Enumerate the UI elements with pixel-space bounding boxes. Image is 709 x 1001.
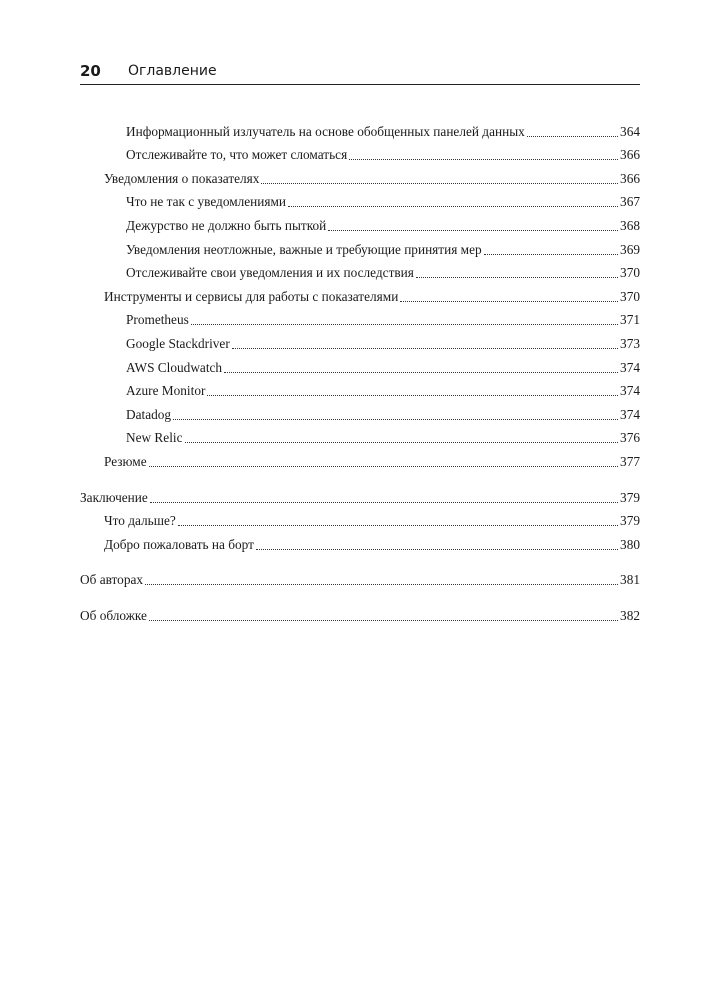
toc-entry[interactable]	[80, 260, 640, 284]
toc-entry[interactable]	[80, 425, 640, 449]
dot-leader	[185, 442, 619, 443]
dot-leader	[349, 159, 618, 160]
dot-leader	[256, 549, 618, 550]
toc-entry-title: Datadog	[126, 406, 172, 422]
toc-entry[interactable]	[80, 354, 640, 378]
toc-entry-title: Об авторах	[80, 572, 144, 588]
toc-entry[interactable]	[80, 602, 640, 626]
dot-leader	[400, 301, 618, 302]
dot-leader	[224, 372, 618, 373]
dot-leader	[145, 584, 618, 585]
dot-leader	[149, 466, 618, 467]
dot-leader	[178, 525, 618, 526]
dot-leader	[173, 419, 618, 420]
toc-entry[interactable]	[80, 484, 640, 508]
dot-leader	[149, 620, 618, 621]
toc-entry-title: Prometheus	[126, 312, 189, 328]
toc-entry-title: Отслеживайте свои уведомления и их последствия	[126, 265, 414, 281]
toc-entry-page: 366	[620, 170, 640, 186]
toc-entry[interactable]	[80, 508, 640, 532]
toc-entry-title: Что не так с уведомлениями	[126, 194, 287, 210]
toc-entry-page: 380	[620, 536, 640, 552]
toc-entry[interactable]	[80, 448, 640, 472]
dot-leader	[484, 254, 618, 255]
toc-entry-page: 374	[620, 406, 640, 422]
toc-entry-title: Azure Monitor	[126, 383, 206, 399]
toc-entry-page: 381	[620, 572, 640, 588]
toc-entry-title: Информационный излучатель на основе обобщенных панелей данных	[126, 123, 525, 139]
toc-entry-page: 367	[620, 194, 640, 210]
toc-entry[interactable]	[80, 165, 640, 189]
dot-leader	[416, 277, 618, 278]
toc-entry[interactable]	[80, 212, 640, 236]
toc-entry-title: Об обложке	[80, 607, 147, 623]
dot-leader	[191, 324, 618, 325]
toc-entry[interactable]	[80, 118, 640, 142]
section-spacer	[80, 472, 640, 484]
toc-entry[interactable]	[80, 142, 640, 166]
toc-entry-title: Заключение	[80, 489, 148, 505]
section-spacer	[80, 590, 640, 602]
toc-entry-title: New Relic	[126, 430, 183, 446]
section-spacer	[80, 555, 640, 567]
dot-leader	[232, 348, 618, 349]
toc-entry[interactable]	[80, 330, 640, 354]
toc-entry-title: Инструменты и сервисы для работы с показателями	[104, 288, 399, 304]
toc-entry-page: 376	[620, 430, 640, 446]
toc-entry[interactable]	[80, 378, 640, 402]
toc-entry-page: 379	[620, 513, 640, 529]
toc-entry-page: 366	[620, 147, 640, 163]
toc-entry-page: 377	[620, 453, 640, 469]
toc-entry-title: Добро пожаловать на борт	[104, 536, 254, 552]
toc-entry-page: 369	[620, 241, 640, 257]
toc-entry-page: 373	[620, 335, 640, 351]
toc-entry-page: 364	[620, 123, 640, 139]
toc-entry-title: AWS Cloudwatch	[126, 359, 223, 375]
toc-entry[interactable]	[80, 567, 640, 591]
toc-entry[interactable]	[80, 531, 640, 555]
toc-entry-page: 379	[620, 489, 640, 505]
dot-leader	[150, 502, 618, 503]
toc-entry-page: 374	[620, 359, 640, 375]
toc-entry-title: Что дальше?	[104, 513, 176, 529]
table-of-contents	[80, 118, 640, 626]
dot-leader	[207, 395, 618, 396]
toc-entry-page: 370	[620, 288, 640, 304]
toc-entry-title: Google Stackdriver	[126, 335, 230, 351]
dot-leader	[328, 230, 618, 231]
toc-entry-title: Отслеживайте то, что может сломаться	[126, 147, 348, 163]
dot-leader	[527, 136, 618, 137]
page-header	[80, 62, 640, 85]
toc-entry-page: 382	[620, 607, 640, 623]
toc-entry-page: 370	[620, 265, 640, 281]
toc-entry[interactable]	[80, 283, 640, 307]
dot-leader	[261, 183, 618, 184]
toc-entry[interactable]	[80, 401, 640, 425]
toc-entry-page: 371	[620, 312, 640, 328]
toc-entry-title: Уведомления неотложные, важные и требующие принятия мер	[126, 241, 482, 257]
toc-entry-title: Уведомления о показателях	[104, 170, 260, 186]
page-number: 20	[80, 62, 101, 80]
toc-entry-page: 374	[620, 383, 640, 399]
toc-entry-title: Дежурство не должно быть пыткой	[126, 217, 327, 233]
toc-entry-page: 368	[620, 217, 640, 233]
toc-entry-title: Резюме	[104, 453, 147, 469]
toc-entry[interactable]	[80, 189, 640, 213]
toc-entry[interactable]	[80, 236, 640, 260]
dot-leader	[288, 206, 618, 207]
toc-entry[interactable]	[80, 307, 640, 331]
running-header-title: Оглавление	[128, 63, 217, 79]
